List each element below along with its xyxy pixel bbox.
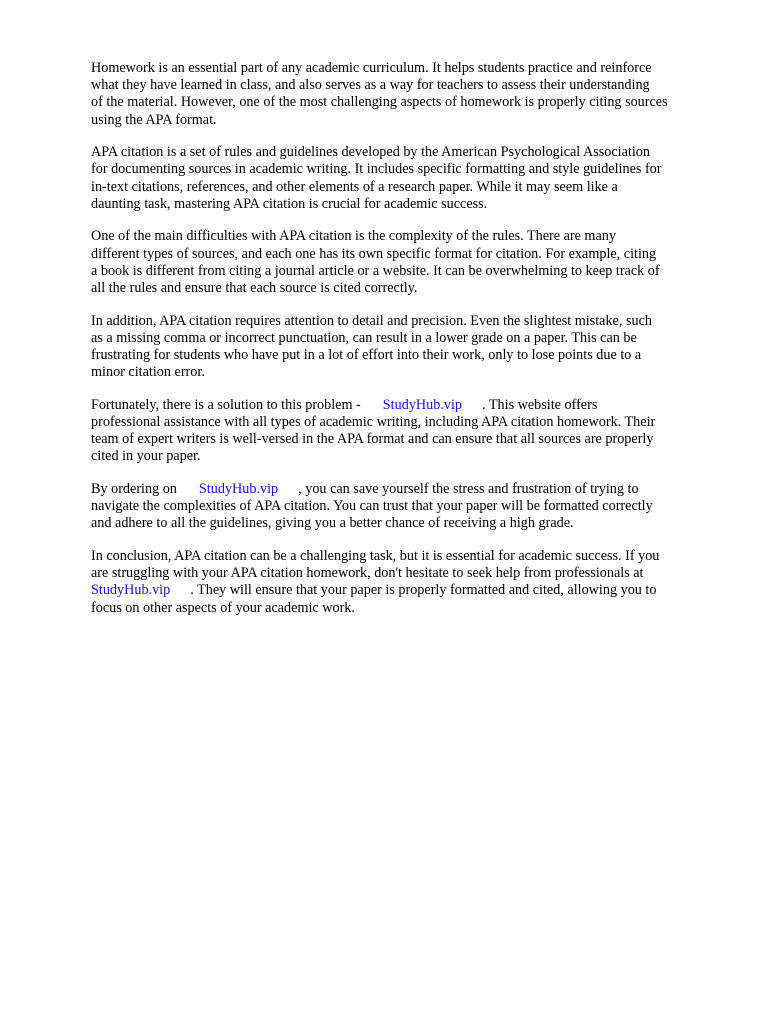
text-line [91, 481, 731, 498]
text-line: a book is different from citing a journal article or a website. It can be overwhelming to keep track of [91, 262, 660, 279]
text-line: One of the main difficulties with APA citation is the complexity of the rules. There are many [91, 228, 616, 245]
text-segment: . This website offers [482, 396, 598, 413]
text-segment: . They will ensure that your paper is properly formatted and cited, allowing you to [190, 582, 657, 599]
text-line: all the rules and ensure that each source is cited correctly. [91, 280, 418, 297]
text-line: and adhere to all the guidelines, giving you a better chance of receiving a high grade. [91, 515, 574, 532]
text-line: navigate the complexities of APA citation. You can trust that your paper will be formatted correctly [91, 498, 653, 515]
text-line: focus on other aspects of your academic work. [91, 599, 355, 616]
paragraph-intro [91, 60, 731, 129]
text-line: as a missing comma or incorrect punctuation, can result in a lower grade on a paper. This can be [91, 329, 637, 346]
paragraph-conclusion [91, 548, 731, 617]
studyhub-link[interactable]: StudyHub.vip [91, 582, 171, 599]
text-line: In conclusion, APA citation can be a challenging task, but it is essential for academic success. If you [91, 548, 660, 565]
paragraph-ordering [91, 481, 731, 533]
text-line: cited in your paper. [91, 448, 201, 465]
text-line: of the material. However, one of the most challenging aspects of homework is properly citing sources [91, 94, 668, 111]
text-line: minor citation error. [91, 364, 205, 381]
text-line: APA citation is a set of rules and guidelines developed by the American Psychological Association [91, 144, 650, 161]
text-segment: By ordering on [91, 481, 177, 498]
studyhub-link[interactable]: StudyHub.vip [198, 481, 279, 498]
paragraph-solution [91, 397, 731, 466]
text-line: different types of sources, and each one has its own specific format for citation. For example, citing [91, 245, 657, 262]
studyhub-link[interactable]: StudyHub.vip [382, 396, 463, 413]
text-line [91, 397, 731, 414]
text-line: frustrating for students who have put in a lot of effort into their work, only to lose points due to a [91, 347, 642, 364]
text-line: are struggling with your APA citation homework, don't hesitate to seek help from professionals at [91, 565, 644, 582]
document-page [91, 60, 731, 632]
text-line: daunting task, mastering APA citation is crucial for academic success. [91, 195, 488, 212]
text-line: In addition, APA citation requires attention to detail and precision. Even the slightest mistake, such [91, 312, 652, 329]
paragraph-precision [91, 313, 731, 382]
paragraph-difficulties [91, 228, 731, 297]
text-line: using the APA format. [91, 111, 217, 128]
text-line: in-text citations, references, and other elements of a research paper. While it may seem like a [91, 178, 618, 195]
text-line [91, 582, 731, 599]
text-segment: , you can save yourself the stress and frustration of trying to [298, 481, 639, 498]
text-segment: Fortunately, there is a solution to this problem - [91, 396, 361, 413]
text-line: professional assistance with all types of academic writing, including APA citation homework. Their [91, 414, 656, 431]
text-line: team of expert writers is well-versed in the APA format and can ensure that all sources are properly [91, 431, 654, 448]
text-line: for documenting sources in academic writing. It includes specific formatting and style guidelines for [91, 161, 662, 178]
paragraph-apa-definition [91, 144, 731, 213]
text-line: Homework is an essential part of any academic curriculum. It helps students practice and reinforce [91, 60, 652, 76]
text-line: what they have learned in class, and also serves as a way for teachers to assess their understanding [91, 77, 650, 94]
